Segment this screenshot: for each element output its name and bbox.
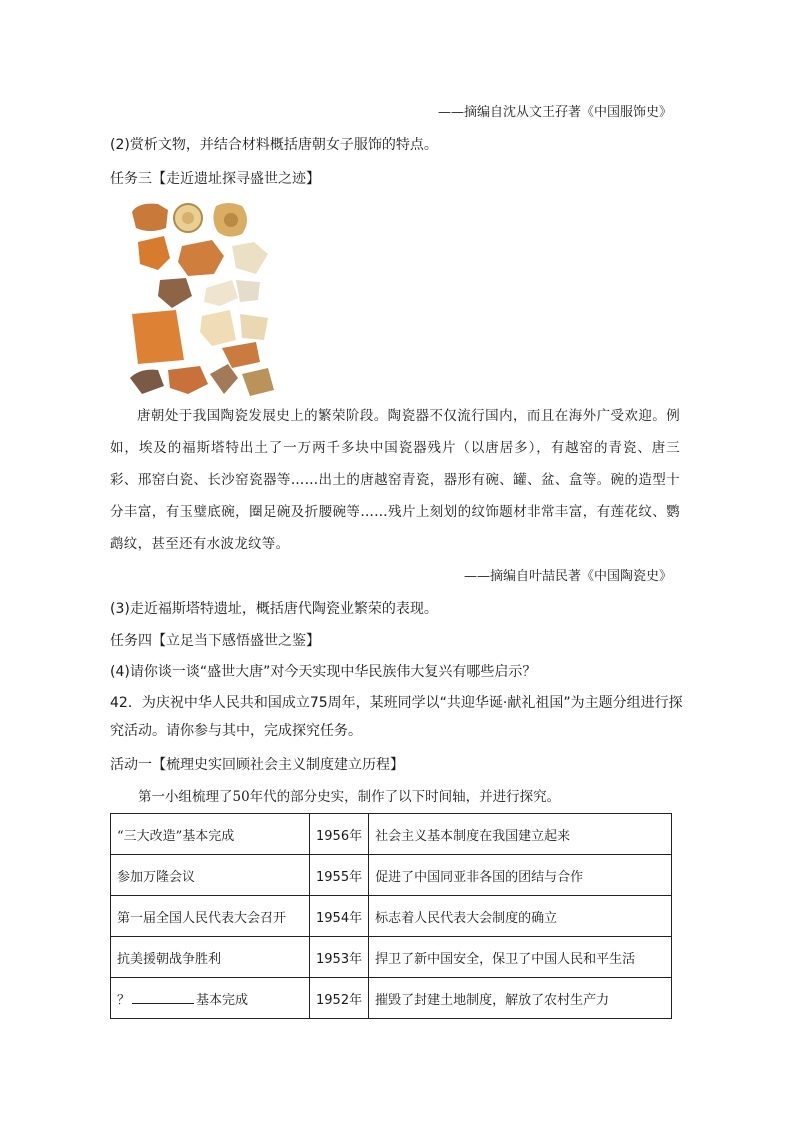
shard	[236, 280, 260, 302]
shard	[132, 310, 184, 364]
timeline-table	[110, 813, 672, 1019]
shard-row-1	[132, 203, 247, 237]
timeline-meaning: 促进了中国同亚非各国的团结与合作	[369, 855, 672, 896]
task-3-heading: 任务三【走近遗址探寻盛世之迹】	[110, 171, 320, 187]
timeline-event: 参加万隆会议	[111, 855, 310, 896]
table-row	[111, 814, 672, 855]
question-2: (2)赏析文物，并结合材料概括唐朝女子服饰的特点。	[110, 137, 438, 153]
shard-row-3	[158, 278, 260, 308]
shard	[132, 204, 168, 231]
timeline-meaning: 社会主义基本制度在我国建立起来	[369, 814, 672, 855]
question-4: (4)请你谈一谈“盛世大唐”对今天实现中华民族伟大复兴有哪些启示？	[110, 664, 537, 680]
question-3: (3)走近福斯塔特遗址，概括唐代陶瓷业繁荣的表现。	[110, 601, 438, 617]
shard	[222, 342, 260, 368]
question-42: 42．为庆祝中华人民共和国成立75周年，某班同学以“共迎华诞·献礼祖国”为主题分组进行探究活动。请你参与其中，完成探究任务。	[110, 695, 683, 739]
table-row	[111, 937, 672, 978]
timeline-year: 1954年	[310, 896, 369, 937]
tang-pottery-shards-image	[128, 198, 280, 398]
shard	[158, 278, 192, 308]
shard	[204, 280, 238, 306]
table-row	[111, 896, 672, 937]
timeline-year: 1956年	[310, 814, 369, 855]
timeline-meaning: 标志着人民代表大会制度的确立	[369, 896, 672, 937]
timeline-year: 1952年	[310, 978, 369, 1019]
shard	[240, 314, 268, 340]
timeline-event: 抗美援朝战争胜利	[111, 937, 310, 978]
group-1-intro: 第一小组梳理了50年代的部分史实，制作了以下时间轴，并进行探究。	[138, 789, 561, 805]
shard	[210, 364, 238, 394]
activity-1-heading: 活动一【梳理史实回顾社会主义制度建立历程】	[110, 757, 404, 773]
shard	[168, 366, 208, 394]
shard	[232, 242, 268, 274]
task-4-heading: 任务四【立足当下感悟盛世之鉴】	[110, 633, 320, 649]
question-mark: ？	[117, 992, 131, 1008]
table-row	[111, 978, 672, 1019]
shard	[178, 240, 224, 276]
shard	[130, 370, 164, 394]
shard-row-4	[132, 310, 268, 368]
source-citation-passage: ——摘编自叶喆民著《中国陶瓷史》	[463, 569, 672, 584]
shard	[242, 368, 274, 396]
shard	[224, 213, 238, 227]
timeline-meaning: 摧毁了封建土地制度，解放了农村生产力	[369, 978, 672, 1019]
shard	[200, 310, 236, 346]
shard	[138, 236, 170, 270]
pottery-passage: 唐朝处于我国陶瓷发展史上的繁荣阶段。陶瓷器不仅流行国内，而且在海外广受欢迎。例如，埃及的福斯塔特出土了一万两千多块中国瓷器残片（以唐居多），有越窑的青瓷、唐三彩、邢窑白瓷、长沙窑瓷器等……出土的唐越窑青瓷，器形有碗、罐、盆、盒等。碗的造型十分丰富，有玉璧底碗，圈足碗及折腰碗等……残片上刻划的纹饰题材非常丰富，有莲花纹、鹦鹉纹，甚至还有水波龙纹等。	[110, 408, 680, 552]
timeline-event: “三大改造”基本完成	[111, 814, 310, 855]
timeline-meaning: 捍卫了新中国安全，保卫了中国人民和平生活	[369, 937, 672, 978]
fill-in-blank[interactable]	[132, 991, 194, 1004]
table-row	[111, 855, 672, 896]
timeline-event-blank	[111, 978, 310, 1019]
shard	[182, 212, 194, 224]
source-citation-top: ——摘编自沈从文王孖著《中国服饰史》	[437, 105, 672, 120]
timeline-year: 1955年	[310, 855, 369, 896]
timeline-year: 1953年	[310, 937, 369, 978]
shard-row-5	[130, 364, 274, 396]
timeline-event: 第一届全国人民代表大会召开	[111, 896, 310, 937]
shard-row-2	[138, 236, 268, 276]
timeline-event-suffix: 基本完成	[196, 992, 249, 1008]
